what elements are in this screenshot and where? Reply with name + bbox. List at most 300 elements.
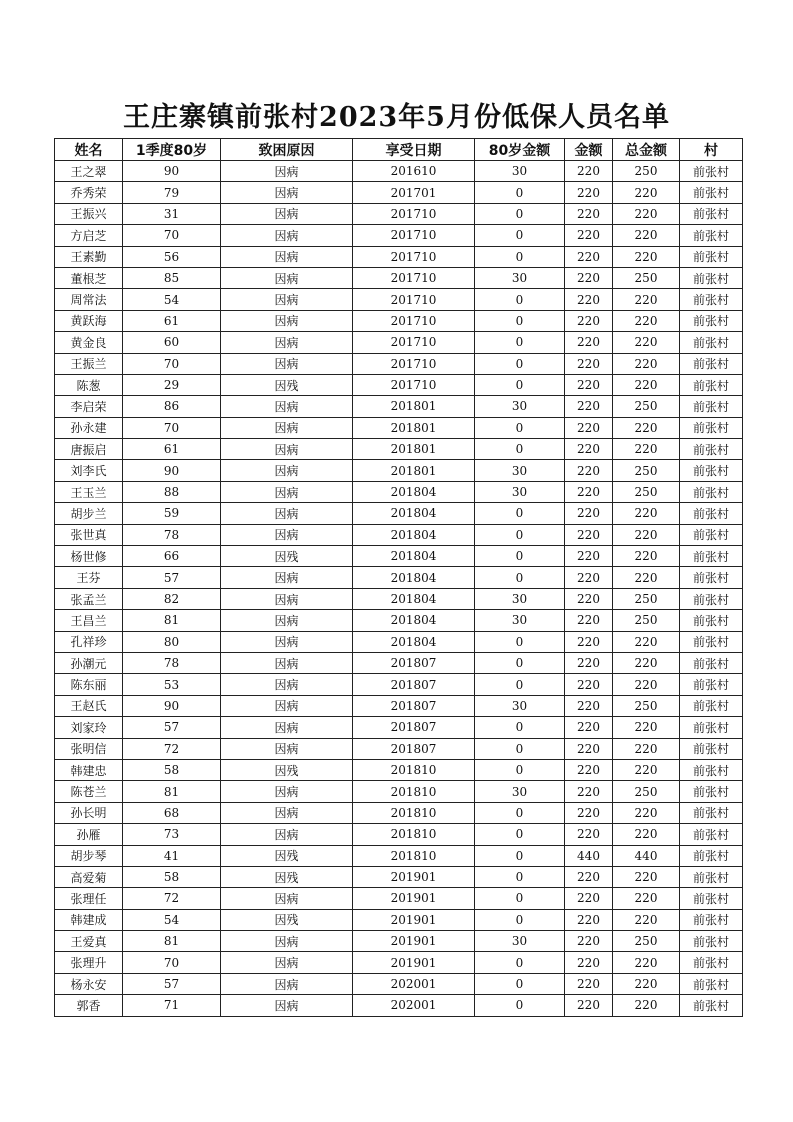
cell-name: 孙永建 bbox=[55, 417, 123, 438]
table-row bbox=[55, 374, 743, 395]
table-row bbox=[55, 824, 743, 845]
cell-amount: 220 bbox=[565, 952, 613, 973]
cell-total: 220 bbox=[613, 374, 680, 395]
table-row bbox=[55, 225, 743, 246]
cell-reason: 因病 bbox=[221, 161, 353, 182]
cell-age: 56 bbox=[123, 246, 221, 267]
cell-age: 90 bbox=[123, 460, 221, 481]
cell-date: 202001 bbox=[353, 973, 475, 994]
page-title: 王庄寨镇前张村2023年5月份低保人员名单 bbox=[123, 102, 670, 133]
cell-amount: 220 bbox=[565, 161, 613, 182]
table-row bbox=[55, 845, 743, 866]
cell-name: 韩建成 bbox=[55, 909, 123, 930]
cell-name: 黄跃海 bbox=[55, 310, 123, 331]
cell-total: 220 bbox=[613, 631, 680, 652]
cell-amount: 220 bbox=[565, 524, 613, 545]
cell-village: 前张村 bbox=[680, 396, 743, 417]
cell-date: 201901 bbox=[353, 888, 475, 909]
table-row bbox=[55, 738, 743, 759]
cell-village: 前张村 bbox=[680, 888, 743, 909]
cell-village: 前张村 bbox=[680, 225, 743, 246]
cell-village: 前张村 bbox=[680, 631, 743, 652]
cell-bonus: 30 bbox=[475, 267, 565, 288]
table-row bbox=[55, 503, 743, 524]
header-village: 村 bbox=[680, 139, 743, 161]
cell-age: 82 bbox=[123, 588, 221, 609]
cell-amount: 220 bbox=[565, 973, 613, 994]
cell-date: 201807 bbox=[353, 695, 475, 716]
cell-amount: 220 bbox=[565, 909, 613, 930]
cell-date: 201807 bbox=[353, 652, 475, 673]
cell-name: 王赵氏 bbox=[55, 695, 123, 716]
cell-date: 201804 bbox=[353, 610, 475, 631]
table-row bbox=[55, 353, 743, 374]
cell-total: 220 bbox=[613, 738, 680, 759]
table-row bbox=[55, 631, 743, 652]
cell-reason: 因病 bbox=[221, 695, 353, 716]
cell-date: 201804 bbox=[353, 546, 475, 567]
cell-date: 201710 bbox=[353, 267, 475, 288]
cell-date: 201710 bbox=[353, 332, 475, 353]
cell-date: 201807 bbox=[353, 674, 475, 695]
cell-total: 220 bbox=[613, 802, 680, 823]
cell-name: 王爱真 bbox=[55, 931, 123, 952]
cell-age: 81 bbox=[123, 610, 221, 631]
cell-bonus: 0 bbox=[475, 802, 565, 823]
cell-age: 70 bbox=[123, 353, 221, 374]
cell-reason: 因病 bbox=[221, 588, 353, 609]
cell-total: 250 bbox=[613, 460, 680, 481]
table-row bbox=[55, 567, 743, 588]
cell-name: 孙潮元 bbox=[55, 652, 123, 673]
cell-reason: 因病 bbox=[221, 652, 353, 673]
cell-total: 250 bbox=[613, 610, 680, 631]
cell-date: 201804 bbox=[353, 524, 475, 545]
cell-reason: 因病 bbox=[221, 182, 353, 203]
cell-date: 202001 bbox=[353, 995, 475, 1016]
cell-age: 73 bbox=[123, 824, 221, 845]
cell-reason: 因病 bbox=[221, 717, 353, 738]
cell-total: 220 bbox=[613, 246, 680, 267]
cell-date: 201710 bbox=[353, 374, 475, 395]
cell-age: 79 bbox=[123, 182, 221, 203]
cell-age: 61 bbox=[123, 439, 221, 460]
cell-amount: 220 bbox=[565, 802, 613, 823]
cell-total: 250 bbox=[613, 481, 680, 502]
cell-reason: 因病 bbox=[221, 781, 353, 802]
header-reason: 致困原因 bbox=[221, 139, 353, 161]
cell-total: 220 bbox=[613, 567, 680, 588]
cell-bonus: 0 bbox=[475, 567, 565, 588]
table-row bbox=[55, 759, 743, 780]
cell-name: 王之翠 bbox=[55, 161, 123, 182]
cell-bonus: 30 bbox=[475, 781, 565, 802]
cell-date: 201710 bbox=[353, 225, 475, 246]
cell-village: 前张村 bbox=[680, 802, 743, 823]
cell-total: 220 bbox=[613, 952, 680, 973]
cell-village: 前张村 bbox=[680, 460, 743, 481]
cell-name: 王素勤 bbox=[55, 246, 123, 267]
cell-date: 201810 bbox=[353, 759, 475, 780]
cell-reason: 因病 bbox=[221, 332, 353, 353]
cell-amount: 220 bbox=[565, 674, 613, 695]
cell-village: 前张村 bbox=[680, 374, 743, 395]
cell-bonus: 0 bbox=[475, 717, 565, 738]
table-row bbox=[55, 652, 743, 673]
cell-name: 高爱菊 bbox=[55, 866, 123, 887]
table-row bbox=[55, 267, 743, 288]
cell-amount: 220 bbox=[565, 824, 613, 845]
cell-village: 前张村 bbox=[680, 995, 743, 1016]
cell-date: 201710 bbox=[353, 203, 475, 224]
cell-bonus: 0 bbox=[475, 738, 565, 759]
cell-date: 201710 bbox=[353, 310, 475, 331]
cell-bonus: 0 bbox=[475, 289, 565, 310]
cell-village: 前张村 bbox=[680, 353, 743, 374]
cell-date: 201901 bbox=[353, 909, 475, 930]
cell-name: 陈苍兰 bbox=[55, 781, 123, 802]
cell-reason: 因病 bbox=[221, 289, 353, 310]
cell-reason: 因残 bbox=[221, 374, 353, 395]
cell-total: 220 bbox=[613, 717, 680, 738]
cell-reason: 因残 bbox=[221, 759, 353, 780]
cell-date: 201810 bbox=[353, 845, 475, 866]
cell-total: 220 bbox=[613, 203, 680, 224]
cell-age: 88 bbox=[123, 481, 221, 502]
cell-bonus: 30 bbox=[475, 610, 565, 631]
cell-total: 220 bbox=[613, 973, 680, 994]
table-row bbox=[55, 289, 743, 310]
cell-village: 前张村 bbox=[680, 289, 743, 310]
roster-table bbox=[54, 138, 743, 1017]
cell-village: 前张村 bbox=[680, 674, 743, 695]
cell-name: 刘家玲 bbox=[55, 717, 123, 738]
cell-total: 220 bbox=[613, 866, 680, 887]
cell-name: 杨世修 bbox=[55, 546, 123, 567]
cell-bonus: 0 bbox=[475, 759, 565, 780]
cell-bonus: 0 bbox=[475, 332, 565, 353]
cell-date: 201804 bbox=[353, 567, 475, 588]
cell-reason: 因病 bbox=[221, 931, 353, 952]
cell-amount: 220 bbox=[565, 588, 613, 609]
cell-date: 201810 bbox=[353, 802, 475, 823]
cell-total: 220 bbox=[613, 824, 680, 845]
cell-village: 前张村 bbox=[680, 652, 743, 673]
cell-amount: 220 bbox=[565, 652, 613, 673]
cell-total: 220 bbox=[613, 652, 680, 673]
table-row bbox=[55, 802, 743, 823]
cell-village: 前张村 bbox=[680, 610, 743, 631]
cell-amount: 220 bbox=[565, 781, 613, 802]
cell-date: 201801 bbox=[353, 396, 475, 417]
cell-amount: 220 bbox=[565, 246, 613, 267]
cell-age: 57 bbox=[123, 717, 221, 738]
cell-date: 201804 bbox=[353, 631, 475, 652]
cell-amount: 220 bbox=[565, 353, 613, 374]
cell-age: 80 bbox=[123, 631, 221, 652]
cell-bonus: 30 bbox=[475, 460, 565, 481]
table-row bbox=[55, 909, 743, 930]
cell-name: 郭香 bbox=[55, 995, 123, 1016]
cell-reason: 因病 bbox=[221, 952, 353, 973]
cell-total: 220 bbox=[613, 225, 680, 246]
cell-name: 黄金良 bbox=[55, 332, 123, 353]
cell-date: 201807 bbox=[353, 717, 475, 738]
cell-total: 250 bbox=[613, 396, 680, 417]
cell-amount: 220 bbox=[565, 931, 613, 952]
cell-age: 90 bbox=[123, 161, 221, 182]
table-row bbox=[55, 995, 743, 1016]
cell-age: 81 bbox=[123, 931, 221, 952]
cell-total: 220 bbox=[613, 888, 680, 909]
cell-total: 250 bbox=[613, 267, 680, 288]
cell-name: 张孟兰 bbox=[55, 588, 123, 609]
cell-age: 71 bbox=[123, 995, 221, 1016]
cell-age: 66 bbox=[123, 546, 221, 567]
cell-age: 31 bbox=[123, 203, 221, 224]
cell-amount: 220 bbox=[565, 203, 613, 224]
cell-age: 59 bbox=[123, 503, 221, 524]
cell-reason: 因病 bbox=[221, 802, 353, 823]
header-total: 总金额 bbox=[613, 139, 680, 161]
cell-date: 201810 bbox=[353, 781, 475, 802]
table-row bbox=[55, 246, 743, 267]
cell-reason: 因残 bbox=[221, 845, 353, 866]
cell-date: 201901 bbox=[353, 866, 475, 887]
cell-village: 前张村 bbox=[680, 845, 743, 866]
cell-total: 440 bbox=[613, 845, 680, 866]
cell-reason: 因残 bbox=[221, 909, 353, 930]
cell-village: 前张村 bbox=[680, 973, 743, 994]
cell-name: 胡步兰 bbox=[55, 503, 123, 524]
cell-reason: 因病 bbox=[221, 674, 353, 695]
cell-age: 70 bbox=[123, 952, 221, 973]
cell-age: 61 bbox=[123, 310, 221, 331]
cell-age: 86 bbox=[123, 396, 221, 417]
cell-total: 220 bbox=[613, 503, 680, 524]
cell-date: 201710 bbox=[353, 289, 475, 310]
cell-amount: 220 bbox=[565, 995, 613, 1016]
cell-amount: 220 bbox=[565, 267, 613, 288]
cell-reason: 因病 bbox=[221, 567, 353, 588]
cell-name: 王昌兰 bbox=[55, 610, 123, 631]
cell-amount: 220 bbox=[565, 738, 613, 759]
cell-total: 250 bbox=[613, 781, 680, 802]
table-row bbox=[55, 952, 743, 973]
cell-name: 唐振启 bbox=[55, 439, 123, 460]
cell-village: 前张村 bbox=[680, 952, 743, 973]
cell-village: 前张村 bbox=[680, 332, 743, 353]
table-row bbox=[55, 717, 743, 738]
cell-age: 53 bbox=[123, 674, 221, 695]
cell-name: 张明信 bbox=[55, 738, 123, 759]
cell-bonus: 30 bbox=[475, 695, 565, 716]
cell-reason: 因病 bbox=[221, 225, 353, 246]
cell-name: 孙雁 bbox=[55, 824, 123, 845]
cell-age: 78 bbox=[123, 652, 221, 673]
cell-total: 220 bbox=[613, 417, 680, 438]
cell-amount: 220 bbox=[565, 695, 613, 716]
table-row bbox=[55, 417, 743, 438]
cell-amount: 220 bbox=[565, 417, 613, 438]
cell-amount: 220 bbox=[565, 610, 613, 631]
cell-village: 前张村 bbox=[680, 588, 743, 609]
cell-bonus: 30 bbox=[475, 481, 565, 502]
table-row bbox=[55, 481, 743, 502]
cell-name: 张理任 bbox=[55, 888, 123, 909]
cell-bonus: 0 bbox=[475, 439, 565, 460]
cell-date: 201801 bbox=[353, 439, 475, 460]
cell-total: 250 bbox=[613, 161, 680, 182]
cell-bonus: 0 bbox=[475, 631, 565, 652]
table-row bbox=[55, 695, 743, 716]
cell-name: 张世真 bbox=[55, 524, 123, 545]
cell-village: 前张村 bbox=[680, 909, 743, 930]
cell-bonus: 0 bbox=[475, 246, 565, 267]
cell-name: 韩建忠 bbox=[55, 759, 123, 780]
cell-village: 前张村 bbox=[680, 567, 743, 588]
table-header bbox=[55, 139, 743, 161]
cell-village: 前张村 bbox=[680, 931, 743, 952]
cell-reason: 因病 bbox=[221, 824, 353, 845]
cell-date: 201810 bbox=[353, 824, 475, 845]
cell-village: 前张村 bbox=[680, 738, 743, 759]
header-amount: 金额 bbox=[565, 139, 613, 161]
cell-bonus: 0 bbox=[475, 225, 565, 246]
cell-reason: 因病 bbox=[221, 503, 353, 524]
cell-bonus: 0 bbox=[475, 888, 565, 909]
cell-age: 54 bbox=[123, 289, 221, 310]
cell-village: 前张村 bbox=[680, 310, 743, 331]
cell-village: 前张村 bbox=[680, 546, 743, 567]
cell-bonus: 30 bbox=[475, 161, 565, 182]
cell-village: 前张村 bbox=[680, 717, 743, 738]
cell-village: 前张村 bbox=[680, 524, 743, 545]
cell-amount: 220 bbox=[565, 759, 613, 780]
cell-village: 前张村 bbox=[680, 246, 743, 267]
cell-reason: 因病 bbox=[221, 267, 353, 288]
cell-reason: 因病 bbox=[221, 973, 353, 994]
table-row bbox=[55, 931, 743, 952]
cell-reason: 因病 bbox=[221, 310, 353, 331]
cell-amount: 220 bbox=[565, 289, 613, 310]
cell-bonus: 30 bbox=[475, 396, 565, 417]
cell-amount: 220 bbox=[565, 460, 613, 481]
cell-village: 前张村 bbox=[680, 824, 743, 845]
table-row bbox=[55, 396, 743, 417]
cell-reason: 因病 bbox=[221, 353, 353, 374]
cell-name: 李启荣 bbox=[55, 396, 123, 417]
cell-date: 201901 bbox=[353, 931, 475, 952]
cell-amount: 220 bbox=[565, 481, 613, 502]
cell-bonus: 0 bbox=[475, 952, 565, 973]
cell-age: 81 bbox=[123, 781, 221, 802]
cell-age: 70 bbox=[123, 417, 221, 438]
cell-name: 董根芝 bbox=[55, 267, 123, 288]
cell-age: 72 bbox=[123, 888, 221, 909]
cell-village: 前张村 bbox=[680, 267, 743, 288]
cell-bonus: 0 bbox=[475, 674, 565, 695]
cell-village: 前张村 bbox=[680, 417, 743, 438]
cell-name: 胡步琴 bbox=[55, 845, 123, 866]
cell-village: 前张村 bbox=[680, 182, 743, 203]
cell-amount: 220 bbox=[565, 503, 613, 524]
cell-amount: 220 bbox=[565, 717, 613, 738]
cell-date: 201804 bbox=[353, 503, 475, 524]
table-body bbox=[55, 161, 743, 1017]
cell-bonus: 0 bbox=[475, 652, 565, 673]
cell-reason: 因病 bbox=[221, 439, 353, 460]
cell-name: 王振兴 bbox=[55, 203, 123, 224]
cell-age: 72 bbox=[123, 738, 221, 759]
cell-date: 201804 bbox=[353, 588, 475, 609]
cell-age: 29 bbox=[123, 374, 221, 395]
cell-bonus: 30 bbox=[475, 931, 565, 952]
cell-name: 王芬 bbox=[55, 567, 123, 588]
cell-village: 前张村 bbox=[680, 439, 743, 460]
cell-bonus: 0 bbox=[475, 995, 565, 1016]
cell-bonus: 0 bbox=[475, 824, 565, 845]
table-row bbox=[55, 332, 743, 353]
cell-village: 前张村 bbox=[680, 203, 743, 224]
cell-age: 78 bbox=[123, 524, 221, 545]
cell-total: 220 bbox=[613, 332, 680, 353]
table-row bbox=[55, 524, 743, 545]
cell-amount: 220 bbox=[565, 310, 613, 331]
cell-total: 220 bbox=[613, 289, 680, 310]
cell-name: 孙长明 bbox=[55, 802, 123, 823]
cell-age: 57 bbox=[123, 567, 221, 588]
cell-total: 250 bbox=[613, 695, 680, 716]
cell-total: 250 bbox=[613, 931, 680, 952]
table-row bbox=[55, 888, 743, 909]
cell-village: 前张村 bbox=[680, 866, 743, 887]
cell-bonus: 30 bbox=[475, 588, 565, 609]
cell-amount: 220 bbox=[565, 396, 613, 417]
cell-amount: 220 bbox=[565, 546, 613, 567]
cell-date: 201801 bbox=[353, 417, 475, 438]
header-bonus: 80岁金额 bbox=[475, 139, 565, 161]
cell-age: 58 bbox=[123, 759, 221, 780]
table-row bbox=[55, 973, 743, 994]
cell-reason: 因病 bbox=[221, 417, 353, 438]
cell-bonus: 0 bbox=[475, 866, 565, 887]
header-name: 姓名 bbox=[55, 139, 123, 161]
table-row bbox=[55, 182, 743, 203]
cell-name: 王振兰 bbox=[55, 353, 123, 374]
cell-reason: 因病 bbox=[221, 631, 353, 652]
cell-reason: 因病 bbox=[221, 888, 353, 909]
cell-age: 57 bbox=[123, 973, 221, 994]
cell-date: 201710 bbox=[353, 246, 475, 267]
cell-date: 201610 bbox=[353, 161, 475, 182]
table-row bbox=[55, 866, 743, 887]
cell-reason: 因病 bbox=[221, 481, 353, 502]
cell-name: 孔祥珍 bbox=[55, 631, 123, 652]
cell-name: 乔秀荣 bbox=[55, 182, 123, 203]
cell-bonus: 0 bbox=[475, 417, 565, 438]
cell-total: 220 bbox=[613, 546, 680, 567]
table-row bbox=[55, 161, 743, 182]
cell-age: 41 bbox=[123, 845, 221, 866]
cell-age: 85 bbox=[123, 267, 221, 288]
cell-bonus: 0 bbox=[475, 524, 565, 545]
cell-village: 前张村 bbox=[680, 781, 743, 802]
cell-bonus: 0 bbox=[475, 203, 565, 224]
cell-amount: 220 bbox=[565, 374, 613, 395]
cell-bonus: 0 bbox=[475, 546, 565, 567]
cell-amount: 220 bbox=[565, 631, 613, 652]
